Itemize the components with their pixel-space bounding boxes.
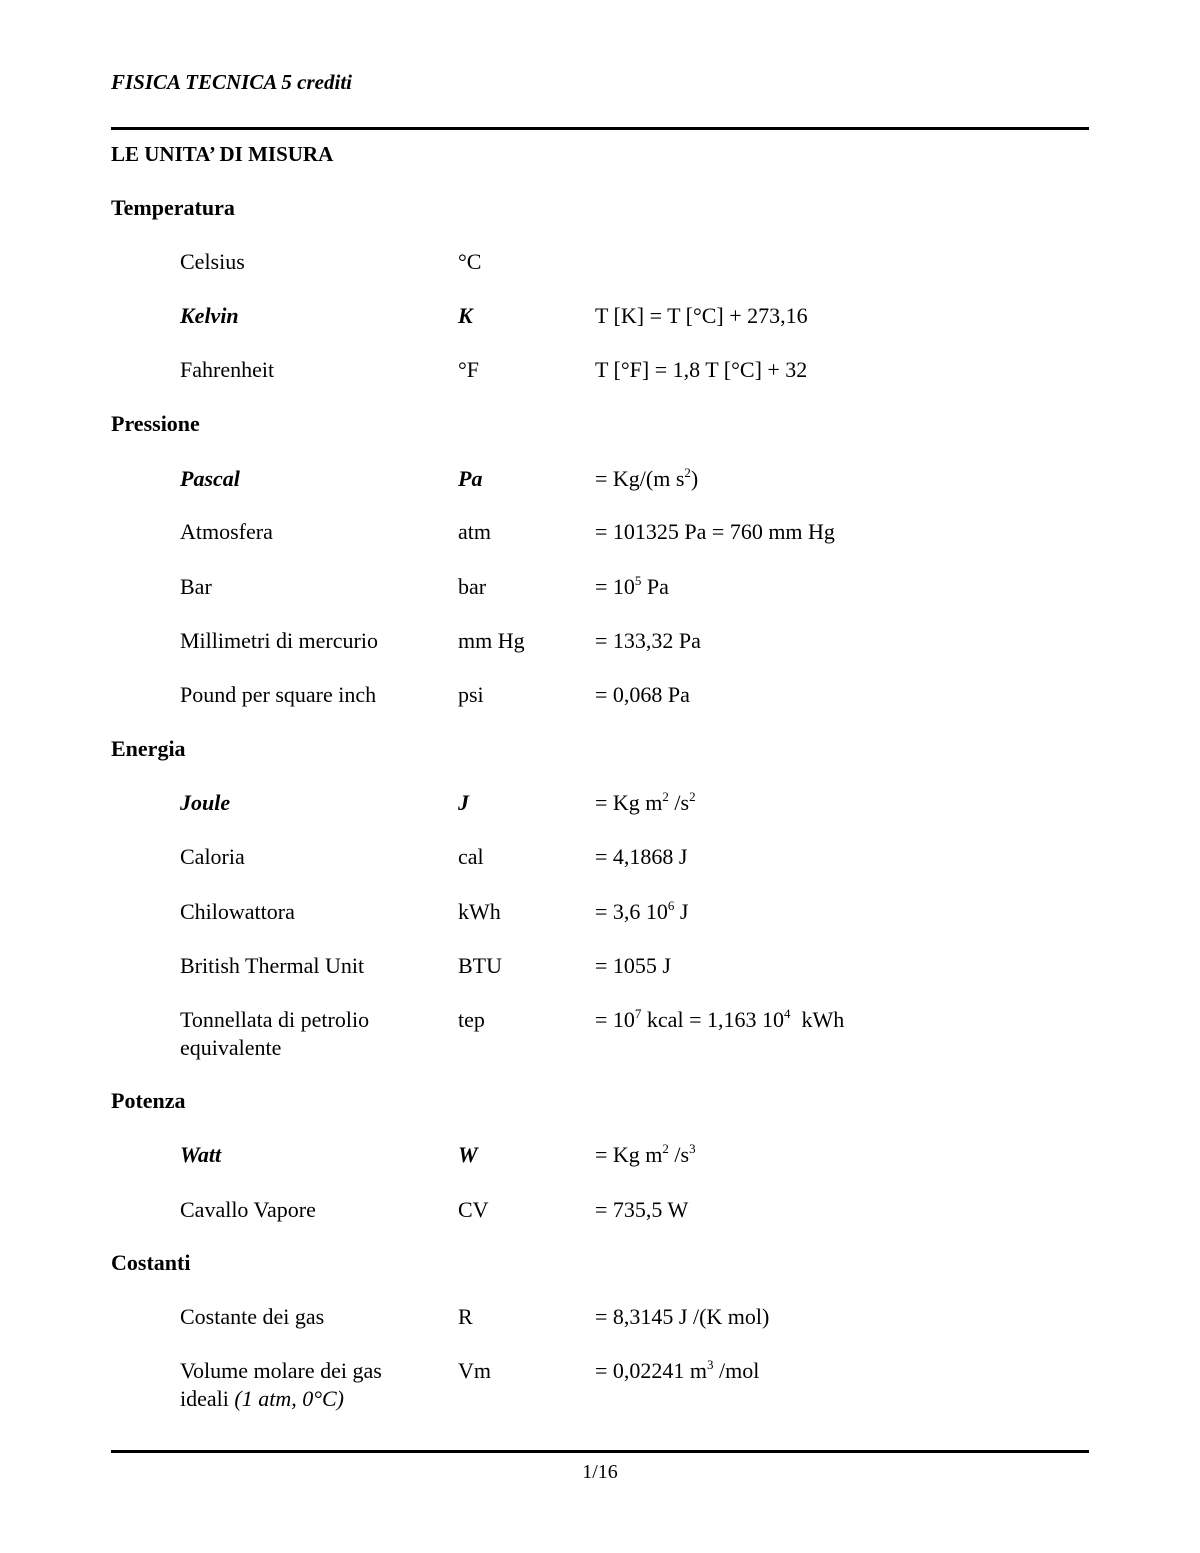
unit-name: Millimetri di mercurio [180,628,378,653]
header-rule [111,127,1089,130]
section-heading-potenza: Potenza [111,1088,186,1113]
unit-equivalence: = Kg $m^2$ $/s^3$ [595,1141,696,1167]
unit-equivalence: = 3,6 $10^6$ J [595,898,689,924]
section-heading-energia: Energia [111,736,186,761]
unit-symbol: bar [458,574,487,599]
unit-equivalence: = 1055 J [595,953,671,978]
footer-rule [111,1450,1089,1453]
unit-equivalence: T [°F] = 1,8 T [°C] + 32 [595,357,808,382]
section-heading-costanti: Costanti [111,1250,191,1275]
unit-symbol: W [458,1142,478,1167]
unit-symbol: BTU [458,953,502,978]
unit-equivalence: = $10^7$ kcal = 1,163 $10^4$ kWh [595,1006,845,1032]
unit-symbol: mm Hg [458,628,525,653]
unit-equivalence: = 4,1868 J [595,844,688,869]
unit-equivalence: = 0,068 Pa [595,682,690,707]
unit-symbol: J [458,790,469,815]
unit-symbol: CV [458,1197,489,1222]
unit-symbol: Vm [458,1358,491,1383]
unit-name: Bar [180,574,212,599]
unit-equivalence: = $10^5$ Pa [595,573,669,599]
unit-symbol: atm [458,519,491,544]
unit-name: Pound per square inch [180,682,377,707]
section-heading-pressione: Pressione [111,411,200,436]
unit-name: Tonnellata di petrolio equivalente [180,1007,370,1060]
unit-name: Atmosfera [180,519,273,544]
unit-symbol: Pa [458,466,483,491]
unit-equivalence: = 101325 Pa = 760 mm Hg [595,519,835,544]
unit-symbol: tep [458,1007,485,1032]
unit-equivalence: = 735,5 W [595,1197,689,1222]
unit-symbol: °F [458,357,480,382]
page-number: 1/16 [582,1461,618,1483]
running-header: FISICA TECNICA 5 crediti [111,70,352,94]
unit-name: Chilowattora [180,899,295,924]
unit-equivalence: = 0,02241 $m^3$ /mol [595,1357,760,1383]
unit-symbol: K [458,303,473,328]
unit-name: Caloria [180,844,245,869]
unit-name: Pascal [180,466,240,491]
unit-equivalence: = Kg $m^2$ $/s^2$ [595,789,696,815]
unit-symbol: R [458,1304,473,1329]
unit-name: Volume molare dei gas ideali (1 atm, 0°C) [180,1358,382,1411]
unit-name: Kelvin [180,303,239,328]
unit-symbol: kWh [458,899,501,924]
unit-name: Joule [180,790,231,815]
document-title: LE UNITA’ DI MISURA [111,142,334,166]
unit-name: Cavallo Vapore [180,1197,316,1222]
unit-name: Fahrenheit [180,357,275,382]
unit-symbol: °C [458,249,482,274]
unit-symbol: cal [458,844,484,869]
unit-equivalence: T [K] = T [°C] + 273,16 [595,303,808,328]
unit-equivalence: = 8,3145 J /(K mol) [595,1304,770,1329]
unit-name: British Thermal Unit [180,953,365,978]
unit-name: Celsius [180,249,245,274]
section-heading-temperatura: Temperatura [111,195,235,220]
unit-name: Watt [180,1142,222,1167]
unit-name: Costante dei gas [180,1304,325,1329]
unit-symbol: psi [458,682,484,707]
unit-equivalence: = 133,32 Pa [595,628,701,653]
unit-equivalence: = Kg/(m $s^2$) [595,465,699,491]
